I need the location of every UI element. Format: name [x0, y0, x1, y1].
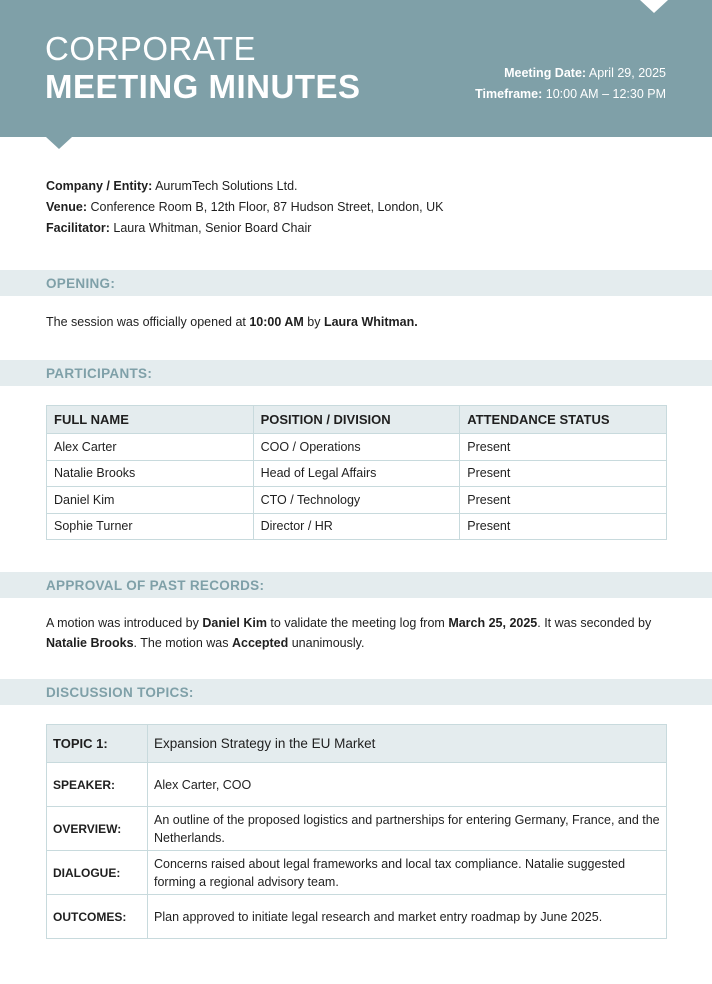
participants-section-bar: [0, 360, 712, 386]
participants-header-row: [47, 406, 667, 434]
topic-header-row: [47, 725, 667, 763]
participant-position: Director / HR: [253, 513, 460, 540]
meeting-info: [46, 176, 443, 239]
approval-result: Accepted: [231, 635, 289, 650]
participant-position: COO / Operations: [253, 434, 460, 461]
opening-text: [46, 313, 668, 333]
participant-status: Present: [460, 434, 667, 461]
facilitator-value: Laura Whitman, Senior Board Chair: [113, 221, 312, 235]
timeframe-label: Timeframe:: [475, 87, 543, 101]
overview-label: OVERVIEW:: [47, 807, 148, 851]
dialogue-label: DIALOGUE:: [47, 851, 148, 895]
participant-status: Present: [460, 487, 667, 514]
company-value: AurumTech Solutions Ltd.: [155, 179, 298, 193]
topic-label: TOPIC 1:: [47, 725, 148, 763]
approval-text-1: A motion was introduced by: [46, 616, 203, 630]
approval-text-2: to validate the meeting log from: [266, 616, 449, 630]
approval-text-4: . The motion was: [133, 635, 232, 650]
participant-status: Present: [460, 513, 667, 540]
table-row: [47, 807, 667, 851]
opening-person: Laura Whitman.: [323, 315, 418, 329]
meeting-date-value: April 29, 2025: [588, 66, 666, 80]
approval-title: APPROVAL OF PAST RECORDS:: [46, 578, 265, 593]
approval-text: [46, 614, 668, 653]
approval-proposer: Daniel Kim: [202, 616, 267, 630]
meeting-date-label: Meeting Date:: [504, 66, 587, 80]
venue-label: Venue:: [46, 200, 87, 214]
opening-section-bar: [0, 270, 712, 296]
table-row: [47, 460, 667, 487]
dialogue-value: Concerns raised about legal frameworks and local tax compliance. Natalie suggested forming a regional advisory team.: [148, 851, 667, 895]
discussion-table: [46, 724, 667, 939]
header-notch-decoration: [640, 0, 668, 13]
participant-name: Natalie Brooks: [47, 460, 254, 487]
speaker-label: SPEAKER:: [47, 763, 148, 807]
overview-value: An outline of the proposed logistics and partnerships for entering Germany, France, and the Netherlands.: [148, 807, 667, 851]
approval-log-date: March 25, 2025: [448, 616, 538, 630]
topic-value: Expansion Strategy in the EU Market: [148, 725, 667, 763]
meeting-date: [475, 63, 666, 84]
participant-status: Present: [460, 460, 667, 487]
approval-section-bar: [0, 572, 712, 598]
speaker-value: Alex Carter, COO: [148, 763, 667, 807]
timeframe: [475, 84, 666, 105]
title-line-1: CORPORATE: [45, 30, 257, 67]
table-row: [47, 763, 667, 807]
participants-title: PARTICIPANTS:: [46, 366, 153, 381]
approval-text-3: . It was seconded by: [537, 616, 652, 630]
approval-seconder: Natalie Brooks: [46, 635, 134, 650]
participant-name: Daniel Kim: [47, 487, 254, 514]
meeting-meta: [475, 63, 666, 105]
facilitator-line: [46, 218, 443, 239]
timeframe-value: 10:00 AM – 12:30 PM: [545, 87, 666, 101]
column-header-position: POSITION / DIVISION: [253, 406, 460, 434]
participant-name: Alex Carter: [47, 434, 254, 461]
table-row: [47, 513, 667, 540]
table-row: [47, 895, 667, 939]
company-line: [46, 176, 443, 197]
venue-value: Conference Room B, 12th Floor, 87 Hudson Street, London, UK: [90, 200, 444, 214]
header-banner: [0, 0, 712, 137]
participant-position: CTO / Technology: [253, 487, 460, 514]
discussion-section-bar: [0, 679, 712, 705]
participant-position: Head of Legal Affairs: [253, 460, 460, 487]
opening-time: 10:00 AM: [249, 315, 304, 329]
opening-title: OPENING:: [46, 276, 116, 291]
outcomes-value: Plan approved to initiate legal research and market entry roadmap by June 2025.: [148, 895, 667, 939]
company-label: Company / Entity:: [46, 179, 153, 193]
column-header-attendance: ATTENDANCE STATUS: [460, 406, 667, 434]
title-line-2: MEETING MINUTES: [45, 68, 361, 105]
opening-text-1: The session was officially opened at: [46, 315, 250, 329]
opening-text-2: by: [303, 315, 324, 329]
venue-line: [46, 197, 443, 218]
discussion-title: DISCUSSION TOPICS:: [46, 685, 194, 700]
column-header-full-name: FULL NAME: [47, 406, 254, 434]
outcomes-label: OUTCOMES:: [47, 895, 148, 939]
participants-table: [46, 405, 667, 540]
header-pointer-decoration: [46, 137, 72, 149]
approval-text-5: unanimously.: [288, 635, 365, 650]
facilitator-label: Facilitator:: [46, 221, 110, 235]
participant-name: Sophie Turner: [47, 513, 254, 540]
table-row: [47, 434, 667, 461]
table-row: [47, 487, 667, 514]
table-row: [47, 851, 667, 895]
